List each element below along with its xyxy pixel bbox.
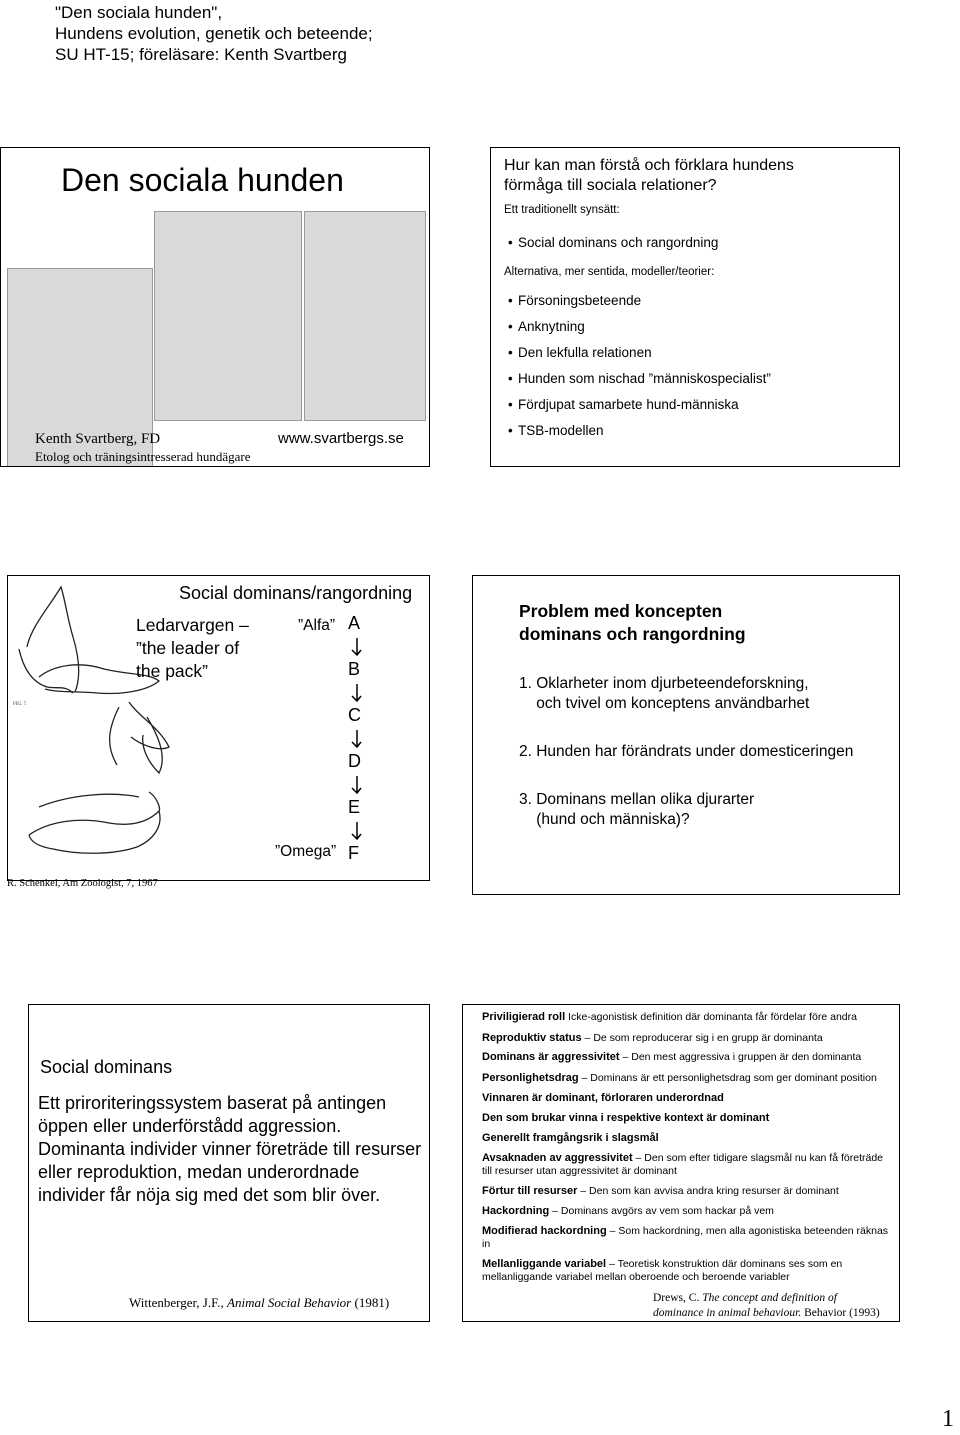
citation-author: Drews, C. — [653, 1292, 703, 1304]
bullet-item: • TSB-modellen — [508, 423, 604, 438]
definition-text: – Teoretisk konstruktion där dominans ses som en mellanliggande variabel mellan oberoende och beroende variabler — [482, 1258, 843, 1283]
author-subtitle: Etolog och träningsintresserad hundägare — [35, 449, 251, 464]
definition-text: Ett priroriteringssystem baserat på antingen öppen eller underförstådd aggression. Dominanta individer vinner företräde till resurser eller reproduktion, medan underordnade individer får nöja sig med det som blir över. — [38, 1093, 422, 1205]
bullet-item: • Fördjupat samarbete hund-människa — [508, 397, 739, 412]
citation-journal: Behavior (1993) — [801, 1307, 880, 1319]
citation — [653, 1291, 880, 1321]
header-line: "Den sociala hunden", — [55, 3, 223, 22]
point-line: (hund och människa)? — [519, 811, 690, 828]
definition-item — [482, 1051, 894, 1064]
bullet-item: • Anknytning — [508, 319, 585, 334]
page-number: 1 — [942, 1406, 954, 1432]
definition-text: – De som reproducerar sig i en grupp är dominanta — [581, 1032, 823, 1044]
slide-heading: Den sociala hunden — [61, 162, 344, 198]
definition-text: – Dominans avgörs av vem som hackar på vem — [549, 1205, 774, 1217]
website-link[interactable]: www.svartbergs.se — [278, 430, 404, 447]
wolf-sketch — [110, 702, 169, 765]
header-line: SU HT-15; föreläsare: Kenth Svartberg — [55, 45, 347, 64]
bullet-text: Den lekfulla relationen — [518, 345, 652, 360]
alpha-label: ”Alfa” — [298, 617, 336, 634]
handout-header — [55, 2, 373, 65]
bullet-text: Anknytning — [518, 319, 585, 334]
definition-term: Mellanliggande variabel — [482, 1258, 607, 1270]
down-arrow-icon — [349, 821, 363, 841]
section-label: Alternativa, mer sentida, modeller/teorier: — [504, 266, 715, 278]
slide-title — [0, 147, 430, 467]
section-label: Ett traditionellt synsätt: — [504, 204, 620, 216]
leader-line: ”the leader of — [136, 638, 240, 658]
definition-term: Generellt framgångsrik i slagsmål — [482, 1132, 659, 1144]
definition-item — [482, 1225, 894, 1251]
wolf-sketch — [19, 649, 73, 693]
definition-term: Hackordning — [482, 1205, 550, 1217]
heading-line: Problem med koncepten — [519, 601, 723, 621]
numbered-point — [519, 674, 809, 714]
definition-item — [482, 1032, 894, 1045]
rank-letter: A — [348, 613, 361, 633]
heading-line: dominans och rangordning — [519, 624, 746, 644]
rank-letter: E — [348, 797, 361, 817]
rank-letter: B — [348, 659, 361, 679]
definition-item — [482, 1092, 894, 1105]
definition-text: – Som hackordning, men alla agonistiska beteenden räknas in — [482, 1225, 889, 1250]
slide-social-dominance-definition — [28, 1004, 430, 1322]
definition-text: – Den som kan avvisa andra kring resurser är dominant — [577, 1185, 839, 1197]
definition-term: Avsaknaden av aggressivitet — [482, 1152, 633, 1164]
author-name: Kenth Svartberg, FD — [35, 431, 161, 447]
slide-question — [490, 147, 900, 467]
bullet-item: • Hunden som nischad ”människospecialist” — [508, 371, 771, 386]
definition-term: Modifierad hackordning — [482, 1225, 607, 1237]
rank-letter: D — [348, 751, 361, 771]
down-arrow-icon — [349, 729, 363, 749]
definition-item — [482, 1011, 894, 1024]
slide-problems — [472, 575, 900, 895]
slide-heading: Social dominans/rangordning — [179, 583, 413, 603]
rank-letter: C — [348, 705, 361, 725]
slide-heading: Hur kan man förstå och förklara hundens förmåga till sociala relationer? — [504, 157, 794, 194]
point-line: och tvivel om konceptens användbarhet — [519, 695, 810, 712]
slide-dominance-definitions — [462, 1004, 900, 1322]
citation — [129, 1295, 389, 1311]
citation-title: The concept and definition of — [702, 1292, 837, 1304]
citation: R. Schenkel, Am Zoologist, 7, 1967 — [7, 878, 158, 889]
definition-term: Den som brukar vinna i respektive kontext är dominant — [482, 1112, 770, 1124]
definition-text: – Den mest aggressiva i gruppen är den dominanta — [619, 1051, 862, 1063]
definition-item — [482, 1185, 894, 1198]
bullet-text: Hunden som nischad ”människospecialist” — [518, 371, 771, 386]
leader-caption — [136, 614, 249, 683]
point-line: 3. Dominans mellan olika djurarter — [519, 791, 755, 808]
definition-term: Dominans är aggressivitet — [482, 1051, 620, 1063]
bullet-item: • Social dominans och rangordning — [508, 235, 719, 250]
slide-heading: Social dominans — [40, 1057, 173, 1077]
definition-item — [482, 1072, 894, 1085]
numbered-point — [519, 742, 853, 762]
bullet-item: • Försoningsbeteende — [508, 293, 642, 308]
numbered-point — [519, 790, 754, 830]
definition-text: – Den som efter tidigare slagsmål nu kan få företräde till resurser utan aggressivitet är dominant — [482, 1152, 884, 1177]
definition-text: – Dominans är ett personlighetsdrag som ger dominant position — [578, 1072, 877, 1084]
wolf-sketch — [29, 811, 160, 853]
header-line: Hundens evolution, genetik och beteende; — [55, 24, 373, 43]
down-arrow-icon — [349, 637, 363, 657]
definition-term: Förtur till resurser — [482, 1185, 578, 1197]
bullet-text: Fördjupat samarbete hund-människa — [518, 397, 739, 412]
definition-item — [482, 1205, 894, 1218]
down-arrow-icon — [349, 683, 363, 703]
bullet-text: Social dominans och rangordning — [518, 235, 719, 250]
definition-term: Personlighetsdrag — [482, 1072, 579, 1084]
bullet-item: • Den lekfulla relationen — [508, 345, 652, 360]
citation-author: Wittenberger, J.F., — [129, 1295, 228, 1310]
definition-text: Icke-agonistisk definition där dominanta får fördelar före andra — [565, 1011, 857, 1023]
citation-title: dominance in animal behaviour. — [653, 1307, 802, 1319]
omega-label: ”Omega” — [275, 843, 337, 860]
bullet-text: Försoningsbeteende — [518, 293, 642, 308]
definition-term: Reproduktiv status — [482, 1032, 582, 1044]
definition-term: Vinnaren är dominant, förloraren underordnad — [482, 1092, 724, 1104]
definition-term: Priviligierad roll — [482, 1011, 566, 1023]
definition-item — [482, 1132, 894, 1145]
down-arrow-icon — [349, 775, 363, 795]
wolf-sketch — [39, 794, 139, 807]
citation-year: (1981) — [351, 1295, 390, 1310]
wolf-sketch — [27, 587, 79, 692]
figure-caption-scan: FIG. 7. — [13, 702, 28, 707]
definition-item — [482, 1112, 894, 1125]
leader-line: Ledarvargen – — [136, 615, 249, 635]
bullet-text: TSB-modellen — [518, 423, 604, 438]
slide-heading — [519, 600, 746, 646]
point-line: 2. Hunden har förändrats under domesticeringen — [519, 743, 854, 760]
point-line: 1. Oklarheter inom djurbeteendeforskning, — [519, 675, 809, 692]
definition-item — [482, 1152, 894, 1178]
wolf-sketch — [149, 792, 160, 811]
citation-title: Animal Social Behavior — [227, 1295, 352, 1310]
photo-child-with-dog — [304, 211, 426, 421]
leader-line: the pack” — [136, 661, 208, 681]
photo-dogs-and-family — [154, 211, 302, 421]
definition-item — [482, 1258, 894, 1284]
rank-letter: F — [348, 843, 359, 863]
slide-dominance-hierarchy — [7, 575, 430, 895]
